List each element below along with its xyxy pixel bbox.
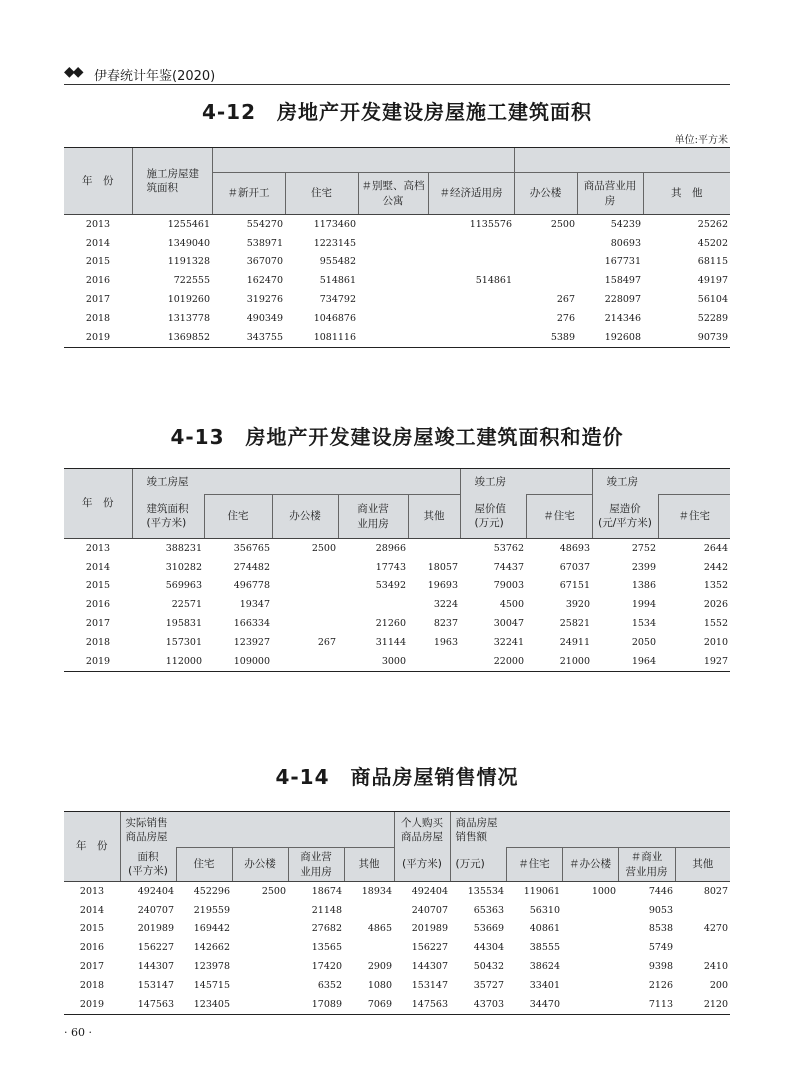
year-cell: 2016 xyxy=(85,599,111,611)
year-cell: 2013 xyxy=(79,885,105,897)
col-total-header xyxy=(132,148,212,215)
value-cell xyxy=(232,920,288,939)
value-cell: 514861 xyxy=(319,275,356,287)
value-cell: 1552 xyxy=(703,618,728,630)
header-spacer xyxy=(526,469,592,495)
col-commercial-header: 商业营 业用房 xyxy=(338,495,408,539)
value-cell: 35727 xyxy=(473,979,504,991)
value-cell: 2442 xyxy=(703,561,728,573)
value-cell xyxy=(232,901,288,920)
value-cell: 569963 xyxy=(165,580,202,592)
col-cost-res-header: ＃住宅 xyxy=(658,495,730,539)
value-cell xyxy=(358,290,428,309)
value-cell: 1255461 xyxy=(167,218,210,230)
value-cell: 2126 xyxy=(648,979,673,991)
value-cell xyxy=(358,271,428,290)
value-cell: 17420 xyxy=(311,961,342,973)
value-cell: 145715 xyxy=(193,979,230,991)
value-cell: 1135576 xyxy=(469,218,512,230)
running-header xyxy=(64,62,730,85)
header-spacer xyxy=(204,469,460,495)
value-cell: 147563 xyxy=(120,995,176,1014)
value-cell: 74437 xyxy=(493,561,524,573)
value-cell: 388231 xyxy=(165,542,202,554)
diamond-icon: ◆◆ xyxy=(64,64,82,80)
value-cell: 28966 xyxy=(375,542,406,554)
value-cell: 18934 xyxy=(361,885,392,897)
value-cell: 34470 xyxy=(506,995,562,1014)
year-cell: 2018 xyxy=(85,636,111,648)
value-cell: 153147 xyxy=(137,979,174,991)
value-cell xyxy=(358,215,428,234)
value-cell: 1191328 xyxy=(167,256,210,268)
value-cell xyxy=(562,920,618,939)
value-cell: 18674 xyxy=(311,885,342,897)
value-cell: 2644 xyxy=(703,542,728,554)
value-cell xyxy=(675,938,730,957)
value-cell: 4270 xyxy=(703,923,728,935)
value-cell: 734792 xyxy=(319,294,356,306)
table-row xyxy=(64,882,730,901)
value-cell: 56310 xyxy=(529,904,560,916)
value-cell xyxy=(358,253,428,272)
value-cell: 22571 xyxy=(171,599,202,611)
value-cell: 144307 xyxy=(137,961,174,973)
value-cell: 142662 xyxy=(193,942,230,954)
table-4-12 xyxy=(64,147,730,348)
value-cell xyxy=(428,328,514,347)
value-cell: 267 xyxy=(317,636,336,648)
year-cell: 2013 xyxy=(85,218,111,230)
value-cell: 240707 xyxy=(137,904,174,916)
value-cell: 1534 xyxy=(631,618,656,630)
col-personal-header: (平方米) xyxy=(394,848,450,882)
value-cell: 1369852 xyxy=(132,328,212,347)
value-cell xyxy=(428,234,514,253)
value-cell xyxy=(514,234,577,253)
col-cost-header: 屋造价 (元/平方米) xyxy=(592,495,658,539)
value-cell: 38555 xyxy=(529,942,560,954)
value-cell: 1000 xyxy=(591,885,616,897)
value-cell xyxy=(675,901,730,920)
value-cell xyxy=(232,995,288,1014)
value-cell: 156227 xyxy=(411,942,448,954)
value-cell: 490349 xyxy=(246,312,283,324)
col-total-label: 施工房屋建筑面积 xyxy=(146,167,199,194)
col-other-header: 其他 xyxy=(344,848,394,882)
table-row xyxy=(64,253,730,272)
value-cell: 162470 xyxy=(246,275,283,287)
value-cell: 123405 xyxy=(176,995,232,1014)
value-cell: 452296 xyxy=(193,885,230,897)
value-cell: 2010 xyxy=(703,636,728,648)
value-cell: 21148 xyxy=(311,904,342,916)
year-cell: 2017 xyxy=(79,961,105,973)
value-cell: 67037 xyxy=(559,561,590,573)
table-row xyxy=(64,234,730,253)
year-cell: 2017 xyxy=(85,618,111,630)
value-cell: 56104 xyxy=(697,294,729,306)
value-cell: 310282 xyxy=(165,561,202,573)
value-cell: 50432 xyxy=(473,961,504,973)
year-cell: 2015 xyxy=(85,256,111,268)
value-cell xyxy=(514,271,577,290)
value-cell xyxy=(272,652,338,671)
value-cell: 54239 xyxy=(610,218,641,230)
value-cell: 31144 xyxy=(375,636,406,648)
value-cell: 7446 xyxy=(648,885,673,897)
value-cell: 2050 xyxy=(631,636,656,648)
value-cell xyxy=(358,328,428,347)
value-cell: 200 xyxy=(709,979,728,991)
value-cell: 112000 xyxy=(132,652,204,671)
year-cell: 2014 xyxy=(79,904,105,916)
table-4-13-title: 4-13 房地产开发建设房屋竣工建筑面积和造价 xyxy=(170,425,624,449)
year-cell: 2015 xyxy=(85,580,111,592)
col-office-header: 办公楼 xyxy=(232,848,288,882)
value-cell: 367070 xyxy=(246,256,283,268)
value-cell: 49197 xyxy=(697,275,729,287)
value-cell xyxy=(358,309,428,328)
table-row xyxy=(64,995,730,1014)
value-cell: 144307 xyxy=(411,961,448,973)
value-cell: 514861 xyxy=(475,275,512,287)
value-cell: 30047 xyxy=(493,618,524,630)
value-cell xyxy=(232,957,288,976)
year-cell: 2017 xyxy=(85,294,111,306)
table-row xyxy=(64,271,730,290)
value-cell: 4865 xyxy=(367,923,392,935)
table-row xyxy=(64,595,730,614)
value-cell: 22000 xyxy=(460,652,526,671)
table-row xyxy=(64,920,730,939)
value-cell: 53762 xyxy=(493,542,524,554)
value-cell: 19693 xyxy=(427,580,458,592)
value-cell: 1386 xyxy=(631,580,656,592)
value-cell: 1223145 xyxy=(313,237,356,249)
value-cell: 109000 xyxy=(204,652,272,671)
value-cell: 1019260 xyxy=(167,294,210,306)
value-cell: 219559 xyxy=(193,904,230,916)
value-cell: 166334 xyxy=(233,618,270,630)
value-cell xyxy=(358,234,428,253)
value-cell: 240707 xyxy=(411,904,448,916)
value-cell: 1080 xyxy=(367,979,392,991)
value-cell: 25262 xyxy=(697,218,729,230)
value-cell: 8237 xyxy=(433,618,458,630)
value-cell: 1081116 xyxy=(285,328,358,347)
value-cell: 157301 xyxy=(165,636,202,648)
value-cell xyxy=(232,976,288,995)
value-cell: 7069 xyxy=(344,995,394,1014)
value-cell xyxy=(344,938,394,957)
value-cell: 1927 xyxy=(658,652,730,671)
book-title: 伊春统计年鉴(2020) xyxy=(94,69,216,84)
value-cell: 1313778 xyxy=(167,312,210,324)
value-cell: 27682 xyxy=(311,923,342,935)
col-value-header: 屋价值 (万元) xyxy=(460,495,526,539)
value-cell: 24911 xyxy=(559,636,590,648)
value-cell: 21260 xyxy=(375,618,406,630)
value-cell: 43703 xyxy=(450,995,506,1014)
value-cell: 554270 xyxy=(246,218,283,230)
value-cell: 119061 xyxy=(523,885,560,897)
value-cell xyxy=(272,558,338,577)
year-cell: 2018 xyxy=(79,979,105,991)
col-other-header: 其他 xyxy=(408,495,460,539)
value-cell: 8538 xyxy=(648,923,673,935)
year-cell: 2019 xyxy=(64,995,120,1014)
value-cell: 538971 xyxy=(246,237,283,249)
value-cell: 2120 xyxy=(675,995,730,1014)
value-cell: 496778 xyxy=(233,580,270,592)
col-sales-office-header: ＃办公楼 xyxy=(562,848,618,882)
col-year-header: 年 份 xyxy=(64,812,120,882)
table-4-14-title: 4-14 商品房屋销售情况 xyxy=(275,765,519,789)
col-sales-other-header: 其他 xyxy=(675,848,730,882)
col-personal-header-top: 个人购买 商品房屋 xyxy=(394,812,450,848)
col-other-header: 其 他 xyxy=(643,173,730,215)
table-row xyxy=(64,539,730,558)
value-cell: 192608 xyxy=(577,328,643,347)
value-cell: 123978 xyxy=(193,961,230,973)
year-cell: 2013 xyxy=(85,542,111,554)
col-area-header: 面积 (平方米) xyxy=(120,848,176,882)
value-cell: 17743 xyxy=(375,561,406,573)
value-cell: 319276 xyxy=(246,294,283,306)
value-cell xyxy=(562,957,618,976)
value-cell: 9398 xyxy=(648,961,673,973)
col-commercial-header: 商业营 业用房 xyxy=(288,848,344,882)
table-row xyxy=(64,976,730,995)
value-cell: 158497 xyxy=(604,275,641,287)
value-cell: 276 xyxy=(556,312,575,324)
value-cell xyxy=(272,595,338,614)
value-cell: 2909 xyxy=(367,961,392,973)
value-cell: 343755 xyxy=(212,328,285,347)
value-cell xyxy=(562,976,618,995)
col-area-header: 建筑面积 (平方米) xyxy=(132,495,204,539)
value-cell: 123927 xyxy=(233,636,270,648)
value-cell xyxy=(344,901,394,920)
col-value-res-header: ＃住宅 xyxy=(526,495,592,539)
value-cell: 1046876 xyxy=(313,312,356,324)
value-cell: 18057 xyxy=(427,561,458,573)
value-cell xyxy=(408,652,460,671)
header-spacer xyxy=(506,812,730,848)
header-spacer xyxy=(658,469,730,495)
value-cell: 267 xyxy=(556,294,575,306)
value-cell: 68115 xyxy=(697,256,729,268)
value-cell: 44304 xyxy=(473,942,504,954)
value-cell: 3920 xyxy=(565,599,590,611)
value-cell: 722555 xyxy=(173,275,210,287)
value-cell: 274482 xyxy=(233,561,270,573)
value-cell: 9053 xyxy=(648,904,673,916)
year-cell: 2014 xyxy=(85,561,111,573)
value-cell: 5389 xyxy=(514,328,577,347)
value-cell: 25821 xyxy=(559,618,590,630)
value-cell xyxy=(428,253,514,272)
value-cell xyxy=(338,595,408,614)
value-cell: 48693 xyxy=(559,542,590,554)
col-cost-header-top: 竣工房 xyxy=(592,469,658,495)
table-row xyxy=(64,652,730,671)
col-affordable-header: ＃经济适用房 xyxy=(428,173,514,215)
value-cell xyxy=(408,539,460,558)
value-cell: 2500 xyxy=(261,885,286,897)
value-cell: 65363 xyxy=(473,904,504,916)
value-cell: 4500 xyxy=(499,599,524,611)
value-cell: 45202 xyxy=(697,237,729,249)
col-year-header: 年 份 xyxy=(64,148,132,215)
col-villa-header: ＃别墅、高档公寓 xyxy=(358,173,428,215)
col-commercial-header: 商品营业用房 xyxy=(577,173,643,215)
value-cell: 201989 xyxy=(137,923,174,935)
value-cell: 52289 xyxy=(697,312,729,324)
value-cell xyxy=(562,995,618,1014)
year-cell: 2018 xyxy=(85,312,111,324)
value-cell xyxy=(428,290,514,309)
value-cell xyxy=(514,253,577,272)
table-row xyxy=(64,633,730,652)
value-cell: 1349040 xyxy=(167,237,210,249)
col-residential-header: 住宅 xyxy=(285,173,358,215)
value-cell: 1173460 xyxy=(313,218,356,230)
value-cell: 2399 xyxy=(631,561,656,573)
value-cell: 492404 xyxy=(411,885,448,897)
value-cell: 19347 xyxy=(239,599,270,611)
value-cell: 67151 xyxy=(559,580,590,592)
table-row xyxy=(64,290,730,309)
table-4-14 xyxy=(64,811,730,1015)
value-cell: 156227 xyxy=(137,942,174,954)
value-cell xyxy=(562,938,618,957)
value-cell: 228097 xyxy=(604,294,641,306)
value-cell: 53669 xyxy=(473,923,504,935)
table-row xyxy=(64,577,730,596)
col-residential-header: 住宅 xyxy=(176,848,232,882)
value-cell: 7113 xyxy=(618,995,675,1014)
value-cell: 5749 xyxy=(648,942,673,954)
value-cell: 3000 xyxy=(338,652,408,671)
header-spacer xyxy=(514,148,730,173)
col-area-header-top: 实际销售 商品房屋 xyxy=(120,812,176,848)
value-cell xyxy=(562,901,618,920)
col-year-header: 年 份 xyxy=(64,469,132,539)
value-cell: 33401 xyxy=(529,979,560,991)
value-cell: 147563 xyxy=(394,995,450,1014)
col-office-header: 办公楼 xyxy=(514,173,577,215)
table-4-12-title: 4-12 房地产开发建设房屋施工建筑面积 xyxy=(201,100,593,124)
value-cell: 195831 xyxy=(165,618,202,630)
value-cell: 955482 xyxy=(319,256,356,268)
value-cell xyxy=(272,614,338,633)
value-cell: 90739 xyxy=(643,328,730,347)
table-4-12-unit: 单位:平方米 xyxy=(674,135,728,146)
value-cell: 6352 xyxy=(317,979,342,991)
col-residential-header: 住宅 xyxy=(204,495,272,539)
col-value-header-top: 竣工房 xyxy=(460,469,526,495)
value-cell: 135534 xyxy=(467,885,504,897)
year-cell: 2019 xyxy=(64,652,132,671)
value-cell xyxy=(272,577,338,596)
table-4-13 xyxy=(64,468,730,672)
page-number: · 60 · xyxy=(64,1026,92,1039)
value-cell: 80693 xyxy=(610,237,641,249)
value-cell: 356765 xyxy=(233,542,270,554)
value-cell: 1352 xyxy=(703,580,728,592)
table-row xyxy=(64,957,730,976)
table-row xyxy=(64,309,730,328)
value-cell: 2500 xyxy=(311,542,336,554)
year-cell: 2016 xyxy=(85,275,111,287)
value-cell: 153147 xyxy=(411,979,448,991)
year-cell: 2014 xyxy=(85,237,111,249)
value-cell: 21000 xyxy=(526,652,592,671)
value-cell: 53492 xyxy=(375,580,406,592)
col-sales-commercial-header: ＃商业 营业用房 xyxy=(618,848,675,882)
table-row xyxy=(64,215,730,234)
value-cell xyxy=(428,309,514,328)
col-office-header: 办公楼 xyxy=(272,495,338,539)
value-cell xyxy=(232,938,288,957)
value-cell: 79003 xyxy=(493,580,524,592)
value-cell: 40861 xyxy=(529,923,560,935)
col-sales-header: (万元) xyxy=(450,848,506,882)
col-area-header-top: 竣工房屋 xyxy=(132,469,204,495)
table-row xyxy=(64,901,730,920)
year-cell: 2019 xyxy=(64,328,132,347)
col-new-header: ＃新开工 xyxy=(212,173,285,215)
value-cell: 3224 xyxy=(433,599,458,611)
value-cell: 17089 xyxy=(288,995,344,1014)
col-sales-header-top: 商品房屋 销售额 xyxy=(450,812,506,848)
value-cell: 32241 xyxy=(493,636,524,648)
value-cell: 2500 xyxy=(550,218,575,230)
value-cell: 38624 xyxy=(529,961,560,973)
value-cell: 1994 xyxy=(631,599,656,611)
value-cell: 2026 xyxy=(703,599,728,611)
value-cell: 169442 xyxy=(193,923,230,935)
value-cell: 2752 xyxy=(631,542,656,554)
value-cell: 8027 xyxy=(703,885,728,897)
table-row xyxy=(64,938,730,957)
value-cell: 214346 xyxy=(604,312,641,324)
col-sales-res-header: ＃住宅 xyxy=(506,848,562,882)
table-row xyxy=(64,558,730,577)
value-cell: 167731 xyxy=(604,256,641,268)
header-spacer xyxy=(212,148,514,173)
value-cell: 201989 xyxy=(411,923,448,935)
table-row xyxy=(64,614,730,633)
table-row xyxy=(64,328,730,347)
value-cell: 2410 xyxy=(703,961,728,973)
value-cell: 1963 xyxy=(433,636,458,648)
year-cell: 2016 xyxy=(79,942,105,954)
value-cell: 492404 xyxy=(137,885,174,897)
year-cell: 2015 xyxy=(79,923,105,935)
value-cell: 1964 xyxy=(592,652,658,671)
value-cell: 13565 xyxy=(311,942,342,954)
header-spacer xyxy=(176,812,394,848)
